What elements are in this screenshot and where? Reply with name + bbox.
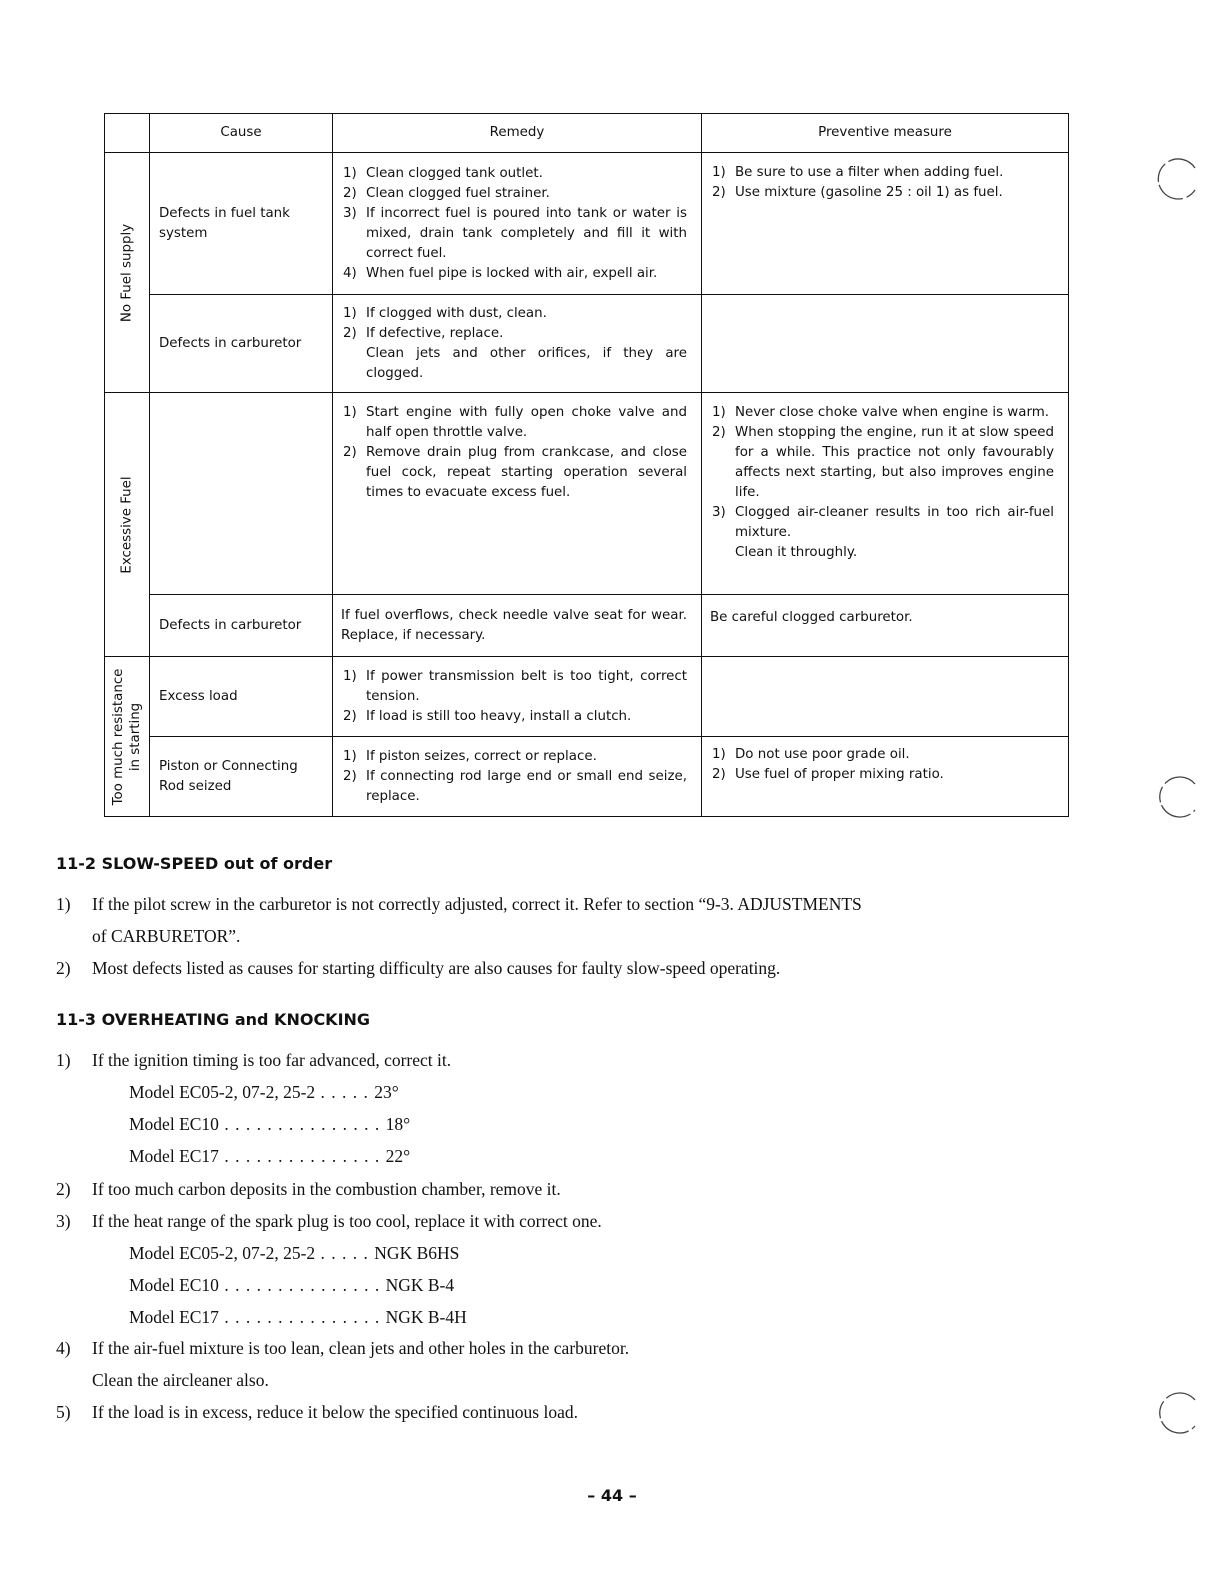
punch-hole-icon <box>1155 1390 1201 1434</box>
header-preventive: Preventive measure <box>702 114 1069 153</box>
remedy-cell: If fuel overflows, check needle valve seat for wear. Replace, if necessary. <box>333 595 702 657</box>
cause-cell: Defects in fuel tank system <box>150 153 333 295</box>
category-label: No Fuel supply <box>119 223 135 322</box>
paragraph: If the ignition timing is too far advanced, correct it. <box>92 1050 452 1070</box>
item-number: 1) <box>56 1050 71 1070</box>
list-item: 2) Remove drain plug from crankcase, and close fuel cock, repeat starting operation several times to evacuate excess fuel. <box>343 445 687 500</box>
spec-line: Model EC10 . . . . . . . . . . . . . . . NGK B-4 <box>129 1275 455 1295</box>
list-item: Clean jets and other orifices, if they are clogged. <box>366 345 687 381</box>
table-row <box>105 657 1069 737</box>
category-label: Excessive Fuel <box>119 475 135 574</box>
page-number: – 44 – <box>587 1486 637 1505</box>
paragraph: If the load is in excess, reduce it below the specified continuous load. <box>92 1402 578 1422</box>
list-item: 3) If incorrect fuel is poured into tank or water is mixed, drain tank completely and fill it with correct fuel. <box>343 205 687 261</box>
spec-line: Model EC05-2, 07-2, 25-2 . . . . . NGK B6HS <box>129 1243 460 1263</box>
cause-cell <box>150 393 333 595</box>
paragraph-continuation: Clean the aircleaner also. <box>92 1370 269 1390</box>
list-item: 2) If defective, replace. <box>343 325 504 341</box>
cause-cell: Excess load <box>150 657 333 737</box>
preventive-cell: Be careful clogged carburetor. <box>702 595 1069 657</box>
list-item: 1) Start engine with fully open choke valve and half open throttle valve. <box>343 405 687 440</box>
list-item: 1) If power transmission belt is too tight, correct tension. <box>343 668 687 704</box>
list-item: 1) Never close choke valve when engine is warm. <box>712 405 1050 420</box>
category-no-fuel <box>105 153 150 393</box>
category-label: Too much resistance in starting <box>111 668 143 805</box>
punch-hole-icon <box>1155 156 1201 200</box>
preventive-cell <box>702 657 1069 737</box>
list-item: 2) Use mixture (gasoline 25 : oil 1) as fuel. <box>712 185 1003 200</box>
remedy-cell <box>333 295 702 393</box>
remedy-cell <box>333 737 702 817</box>
list-item: 2) If connecting rod large end or small end seize, replace. <box>343 768 687 804</box>
preventive-cell <box>702 153 1069 295</box>
paragraph: If too much carbon deposits in the combustion chamber, remove it. <box>92 1179 561 1199</box>
item-number: 2) <box>56 958 71 978</box>
punch-hole-icon <box>1155 774 1201 818</box>
paragraph: If the air-fuel mixture is too lean, clean jets and other holes in the carburetor. <box>92 1338 630 1358</box>
category-excessive-fuel <box>105 393 150 657</box>
list-item: 2) Use fuel of proper mixing ratio. <box>712 767 944 782</box>
paragraph: If the pilot screw in the carburetor is not correctly adjusted, correct it. Refer to section “9-3. ADJUSTMENTS <box>92 894 862 914</box>
paragraph: If the heat range of the spark plug is too cool, replace it with correct one. <box>92 1211 602 1231</box>
cause-cell: Piston or Connecting Rod seized <box>150 737 333 817</box>
list-item: 4) When fuel pipe is locked with air, expell air. <box>343 265 658 281</box>
preventive-cell <box>702 295 1069 393</box>
table-row <box>105 153 1069 295</box>
spec-line: Model EC05-2, 07-2, 25-2 . . . . . 23° <box>129 1082 399 1102</box>
table-header-row <box>105 114 1069 153</box>
header-cause: Cause <box>150 114 333 153</box>
item-number: 4) <box>56 1338 71 1358</box>
troubleshooting-table <box>104 113 1069 817</box>
remedy-cell <box>333 153 702 295</box>
list-item: 3) Clogged air-cleaner results in too rich air-fuel mixture. <box>712 505 1054 540</box>
list-item: 1) Be sure to use a filter when adding fuel. <box>712 165 1004 180</box>
list-item: Clean it throughly. <box>735 545 858 560</box>
cause-cell: Defects in carburetor <box>150 295 333 393</box>
header-category <box>105 114 150 153</box>
cause-cell: Defects in carburetor <box>150 595 333 657</box>
table-row <box>105 595 1069 657</box>
section-heading-11-2: 11-2 SLOW-SPEED out of order <box>56 854 333 873</box>
list-item: 1) Clean clogged tank outlet. <box>343 165 543 181</box>
list-item: 1) If piston seizes, correct or replace. <box>343 748 597 764</box>
preventive-cell <box>702 393 1069 595</box>
list-item: 1) If clogged with dust, clean. <box>343 305 547 321</box>
spec-line: Model EC10 . . . . . . . . . . . . . . . 18° <box>129 1114 411 1134</box>
list-item: 2) Clean clogged fuel strainer. <box>343 185 550 201</box>
item-number: 1) <box>56 894 71 914</box>
table-row <box>105 295 1069 393</box>
item-number: 5) <box>56 1402 71 1422</box>
paragraph-continuation: of CARBURETOR”. <box>92 926 241 946</box>
list-item: 2) If load is still too heavy, install a clutch. <box>343 708 632 724</box>
remedy-cell <box>333 393 702 595</box>
list-item: 1) Do not use poor grade oil. <box>712 747 910 762</box>
list-item: 2) When stopping the engine, run it at slow speed for a while. This practice not only favourably affects next starting, but also improves engine life. <box>712 425 1054 500</box>
spec-line: Model EC17 . . . . . . . . . . . . . . . 22° <box>129 1146 411 1166</box>
table-row <box>105 393 1069 595</box>
item-number: 2) <box>56 1179 71 1199</box>
item-number: 3) <box>56 1211 71 1231</box>
header-remedy: Remedy <box>333 114 702 153</box>
category-too-much-resistance <box>105 657 150 817</box>
section-heading-11-3: 11-3 OVERHEATING and KNOCKING <box>56 1010 371 1029</box>
remedy-cell <box>333 657 702 737</box>
spec-line: Model EC17 . . . . . . . . . . . . . . . NGK B-4H <box>129 1307 467 1327</box>
table-row <box>105 737 1069 817</box>
preventive-cell <box>702 737 1069 817</box>
paragraph: Most defects listed as causes for starting difficulty are also causes for faulty slow-speed operating. <box>92 958 781 978</box>
